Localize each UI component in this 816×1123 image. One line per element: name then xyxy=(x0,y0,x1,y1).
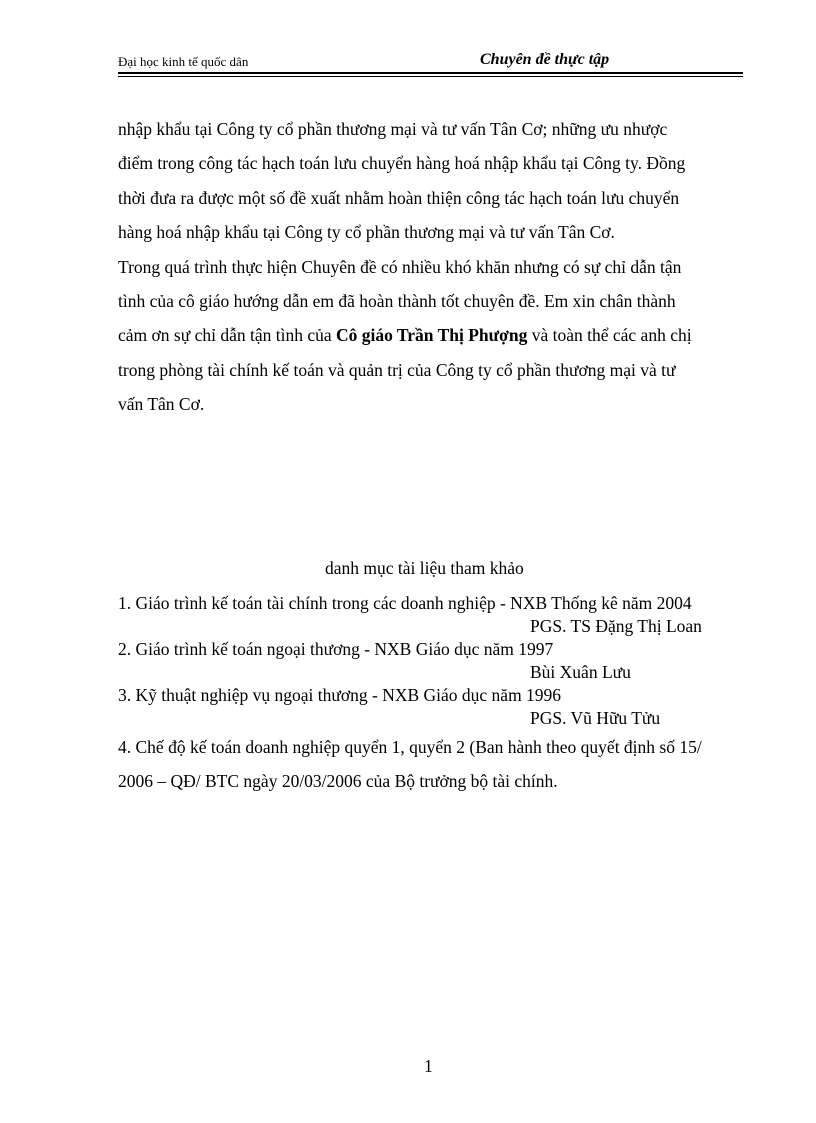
reference-item-continued: 2006 – QĐ/ BTC ngày 20/03/2006 của Bộ trưởng bộ tài chính. xyxy=(118,771,558,791)
reference-author: PGS. TS Đặng Thị Loan xyxy=(530,616,702,636)
text-line: vấn Tân Cơ. xyxy=(118,394,205,415)
text-line: điểm trong công tác hạch toán lưu chuyển hàng hoá nhập khẩu tại Công ty. Đồng xyxy=(118,153,686,174)
text-line xyxy=(118,318,758,352)
references-title: danh mục tài liệu tham khảo xyxy=(325,558,524,578)
reference-item: 3. Kỹ thuật nghiệp vụ ngoại thương - NXB Giáo dục năm 1996 xyxy=(118,685,562,705)
text-line: trong phòng tài chính kế toán và quản trị của Công ty cổ phần thương mại và tư xyxy=(118,359,676,380)
page-header xyxy=(118,50,743,74)
header-rule-thin xyxy=(118,76,743,77)
reference-author: Bùi Xuân Lưu xyxy=(530,662,631,682)
text-line: Trong quá trình thực hiện Chuyên đề có nhiều khó khăn nhưng có sự chỉ dẫn tận xyxy=(118,256,682,277)
text-line: thời đưa ra được một số đề xuất nhằm hoàn thiện công tác hạch toán lưu chuyển xyxy=(118,187,680,208)
paragraph-1 xyxy=(118,112,758,250)
header-rule-thick xyxy=(118,72,743,74)
header-university: Đại học kinh tế quốc dân xyxy=(118,54,249,69)
page-number: 1 xyxy=(424,1056,433,1076)
body-text xyxy=(118,112,758,422)
text-line: tình của cô giáo hướng dẫn em đã hoàn thành tốt chuyên đề. Em xin chân thành xyxy=(118,291,676,312)
paragraph-2 xyxy=(118,250,758,422)
text-run: và toàn thể các anh chị xyxy=(527,325,692,346)
reference-item: 2. Giáo trình kế toán ngoại thương - NXB Giáo dục năm 1997 xyxy=(118,639,554,659)
advisor-name: Cô giáo Trần Thị Phượng xyxy=(335,325,528,346)
reference-item: 4. Chế độ kế toán doanh nghiệp quyển 1, quyển 2 (Ban hành theo quyết định số 15/ xyxy=(118,737,702,757)
text-run: cảm ơn sự chỉ dẫn tận tình của xyxy=(118,325,336,346)
reference-item: 1. Giáo trình kế toán tài chính trong các doanh nghiệp - NXB Thống kê năm 2004 xyxy=(118,593,692,613)
text-line: nhập khẩu tại Công ty cổ phần thương mại và tư vấn Tân Cơ; những ưu nhược xyxy=(118,119,668,139)
references-list xyxy=(118,592,758,798)
reference-author: PGS. Vũ Hữu Tửu xyxy=(530,708,661,728)
text-line: hàng hoá nhập khẩu tại Công ty cổ phần thương mại và tư vấn Tân Cơ. xyxy=(118,222,615,243)
header-document-type: Chuyên đề thực tập xyxy=(480,51,610,68)
